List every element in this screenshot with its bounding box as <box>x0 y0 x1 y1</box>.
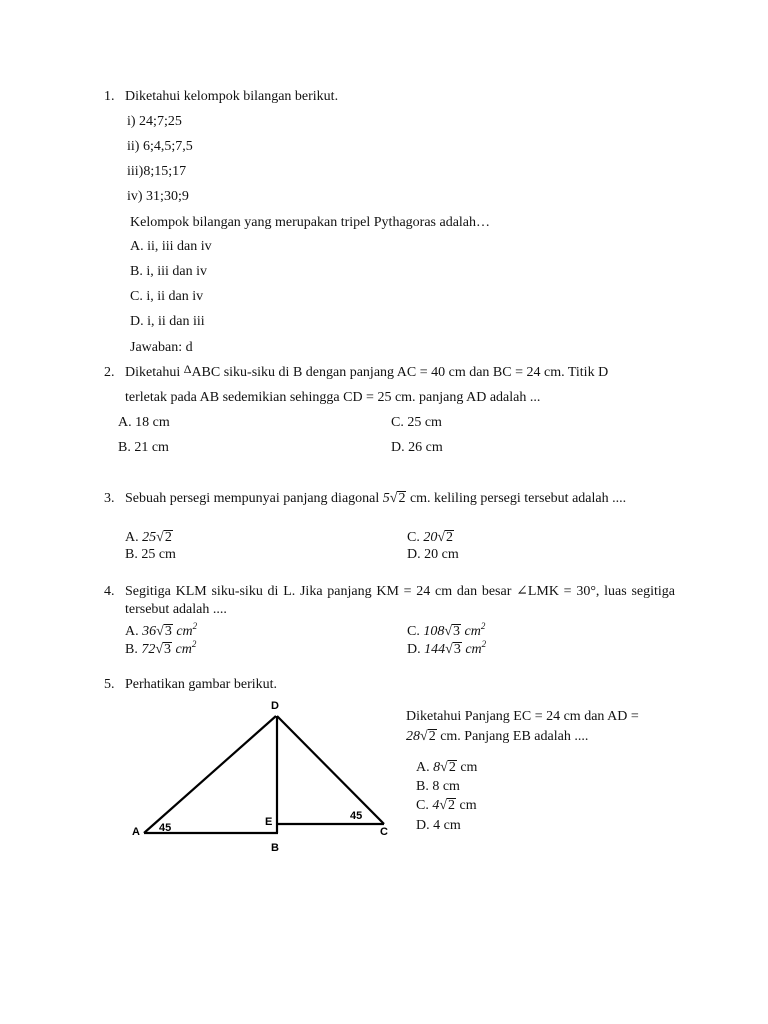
label-d: D <box>271 700 279 712</box>
answer-key: Jawaban: d <box>130 340 193 355</box>
label-a: A <box>132 826 140 838</box>
option-d: D. i, ii dan iii <box>130 314 205 329</box>
option-b: B. i, iii dan iv <box>130 264 207 279</box>
question-number: 3. <box>104 491 115 506</box>
option-b: B. 72√3 $cm^2$ <box>125 639 197 657</box>
given-line-2: 28√2 cm. Panjang EB adalah .... <box>406 729 589 744</box>
option-d: D. 26 cm <box>391 440 443 455</box>
question-stem: Perhatikan gambar berikut. <box>125 677 278 692</box>
option-d: D. 20 cm <box>407 547 459 562</box>
triangle-figure <box>120 692 410 862</box>
option-b: B. 25 cm <box>125 547 176 562</box>
question-number: 4. <box>104 584 115 599</box>
angle-c-label: 45 <box>350 810 363 822</box>
option-c: C. i, ii dan iv <box>130 289 204 304</box>
option-c: C. 25 cm <box>391 415 442 430</box>
option-c: C. 20√2 <box>407 530 454 545</box>
segment-ad <box>144 716 276 833</box>
diagonal-value: 5√2 <box>382 491 406 506</box>
option-d: D. 4 cm <box>416 818 461 833</box>
option-a: A. ii, iii dan iv <box>130 239 212 254</box>
option-c: C. 4√2 cm <box>416 798 477 813</box>
label-e: E <box>265 816 273 828</box>
question-number: 1. <box>104 89 115 104</box>
question-line-1: Diketahui $^\Delta$ABC siku-siku di B dengan panjang AC = 40 cm dan BC = 24 cm. Titik D <box>125 362 609 380</box>
label-b: B <box>271 842 279 854</box>
triangle-symbol: Δ <box>183 362 192 376</box>
segment-dc <box>277 716 384 824</box>
list-item: iii)8;15;17 <box>127 164 187 179</box>
question-text: Sebuah persegi mempunyai panjang diagonal 5√2 cm. keliling persegi tersebut adalah .... <box>125 491 627 506</box>
option-b: B. 8 cm <box>416 779 460 794</box>
question-stem: Diketahui kelompok bilangan berikut. <box>125 89 339 104</box>
option-c: C. 108√3 $cm^2$ <box>407 621 486 639</box>
option-a: A. 25√2 <box>125 530 172 545</box>
option-a: A. 8√2 cm <box>416 760 478 775</box>
list-item: iv) 31;30;9 <box>127 189 189 204</box>
option-a: A. 36√3 $cm^2$ <box>125 621 198 639</box>
angle-a-label: 45 <box>159 822 172 834</box>
option-b: B. 21 cm <box>118 440 169 455</box>
list-item: i) 24;7;25 <box>127 114 182 129</box>
question-text: Segitiga KLM siku-siku di L. Jika panjang KM = 24 cm dan besar ∠LMK = 30°, luas segitiga tersebut adalah .... <box>125 584 675 617</box>
question-line-2: terletak pada AB sedemikian sehingga CD = 25 cm. panjang AD adalah ... <box>125 390 541 405</box>
question-number: 5. <box>104 677 115 692</box>
question-text: Kelompok bilangan yang merupakan tripel Pythagoras adalah… <box>130 215 491 230</box>
option-a: A. 18 cm <box>118 415 170 430</box>
question-number: 2. <box>104 365 115 380</box>
label-c: C <box>380 826 388 838</box>
list-item: ii) 6;4,5;7,5 <box>127 139 193 154</box>
option-d: D. 144√3 $cm^2$ <box>407 639 487 657</box>
given-line-1: Diketahui Panjang EC = 24 cm dan AD = <box>406 709 639 724</box>
